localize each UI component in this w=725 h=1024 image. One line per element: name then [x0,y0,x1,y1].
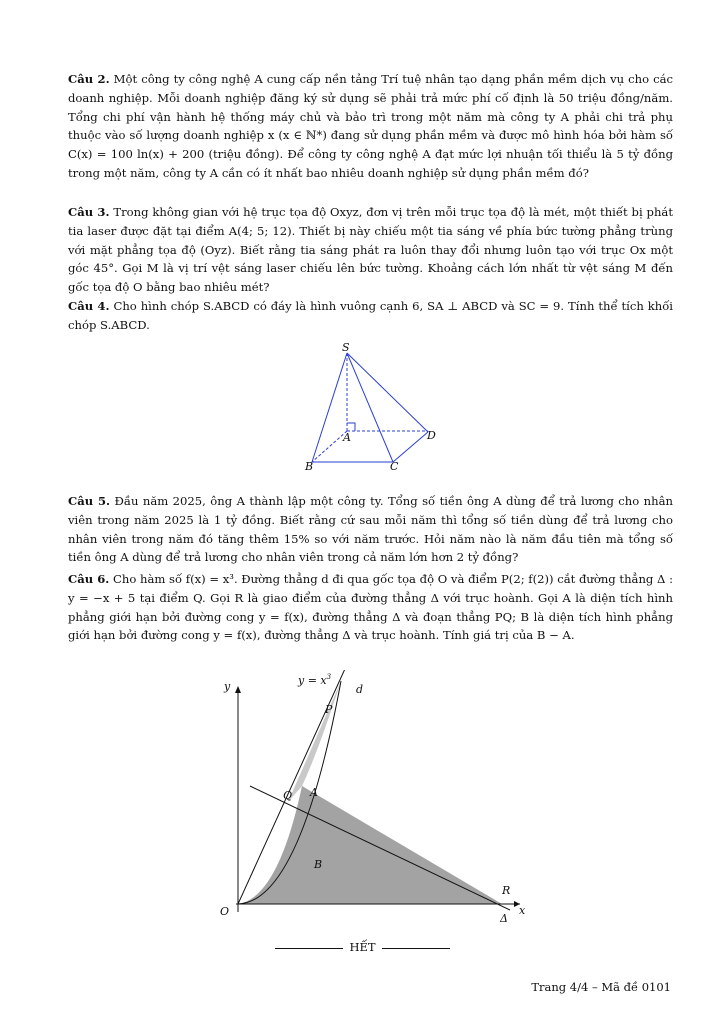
question-6-label: Câu 6. [68,572,110,586]
question-4 [68,297,673,335]
question-2-text: Một công ty công nghệ A cung cấp nền tảng Trí tuệ nhân tạo dạng phần mềm dịch vụ cho các doanh nghiệp. Mỗi doanh nghiệp đăng ký sử dụng sẽ phải trả mức phí cố định là 50 triệu đồng/năm. Tổng chi phí vận hành hệ thống máy chủ và bảo trì trong một năm mà công ty A phải chi trả phụ thuộc vào số lượng doanh nghiệp x (x ∈ ℕ*) đang sử dụng phần mềm và được mô hình hóa bởi hàm số C(x) = 100 ln(x) + 200 (triệu đồng). Để công ty công nghệ A đạt mức lợi nhuận tối thiểu là 5 tỷ đồng trong một năm, công ty A cần có ít nhất bao nhiêu doanh nghiệp sử dụng phần mềm đó? [68,72,674,180]
pyramid-label-s: S [342,341,350,354]
graph-curve-exponent: 3 [326,673,332,681]
question-2-label: Câu 2. [68,72,110,86]
region-b [238,786,502,904]
question-4-text: Cho hình chóp S.ABCD có đáy là hình vuông cạnh 6, SA ⊥ ABCD và SC = 9. Tính thể tích khối chóp S.ABCD. [68,299,674,332]
graph-origin-label: O [220,905,230,918]
graph-point-r-label: R [502,884,511,897]
graph-curve-text: y = x [298,674,327,687]
pyramid-label-a: A [343,431,351,444]
pyramid-figure [295,340,455,475]
question-4-label: Câu 4. [68,299,110,313]
question-3-text: Trong không gian với hệ trục tọa độ Oxyz, đơn vị trên mỗi trục tọa độ là mét, một thiết bị phát tia laser được đặt tại điểm A(4; 5; 12). Thiết bị này chiếu một tia sáng về phía bức tường phẳng trùng với mặt phẳng tọa độ (Oyz). Biết rằng tia sáng phát ra luôn thay đổi nhưng luôn tạo với trục Ox một góc 45°. Gọi M là vị trí vệt sáng laser chiếu lên bức tường. Khoảng cách lớn nhất từ vệt sáng M đến gốc tọa độ O bằng bao nhiêu mét? [68,205,674,295]
question-2 [68,70,673,183]
question-6 [68,570,673,645]
question-5-text: Đầu năm 2025, ông A thành lập một công ty. Tổng số tiền ông A dùng để trả lương cho nhân viên trong năm 2025 là 1 tỷ đồng. Biết rằng cứ sau mỗi năm thì tổng số tiền dùng để trả lương cho nhân viên trong năm đó tăng thêm 15% so với năm trước. Hỏi năm nào là năm đầu tiên mà tổng số tiền ông A dùng để trả lương cho nhân viên trong cả năm lớn hơn 2 tỷ đồng? [68,494,673,565]
graph-y-axis-label: y [224,680,231,693]
region-a [288,681,341,802]
graph-curve-label [297,673,332,687]
area-graph-figure [215,670,535,925]
pyramid-label-c: C [390,460,399,473]
graph-x-axis-label: x [519,904,526,917]
graph-line-d-label: d [356,683,364,696]
graph-point-p-label: P [325,703,333,716]
end-text: HẾT [349,940,376,954]
pyramid-label-b: B [305,460,314,473]
end-marker [0,940,725,954]
question-5-label: Câu 5. [68,494,111,508]
graph-delta-label: Δ [500,912,508,925]
pyramid-label-d: D [427,429,436,442]
question-3-label: Câu 3. [68,205,110,219]
question-5 [68,492,673,567]
question-6-text: Cho hàm số f(x) = x³. Đường thẳng d đi qua gốc tọa độ O và điểm P(2; f(2)) cắt đường thẳng Δ : y = −x + 5 tại điểm Q. Gọi R là giao điểm của đường thẳng Δ với trục hoành. Gọi A là diện tích hình phẳng giới hạn bởi đường cong y = f(x), đường thẳng Δ và đoạn thẳng PQ; B là diện tích hình phẳng giới hạn bởi đường cong y = f(x), đường thẳng Δ và trục hoành. Tính giá trị của B − A. [68,572,673,643]
graph-region-a-label: A [310,786,318,799]
page-footer: Trang 4/4 – Mã đề 0101 [531,980,671,994]
question-3 [68,203,673,297]
graph-point-q-label: Q [283,789,293,802]
graph-region-b-label: B [314,858,323,871]
